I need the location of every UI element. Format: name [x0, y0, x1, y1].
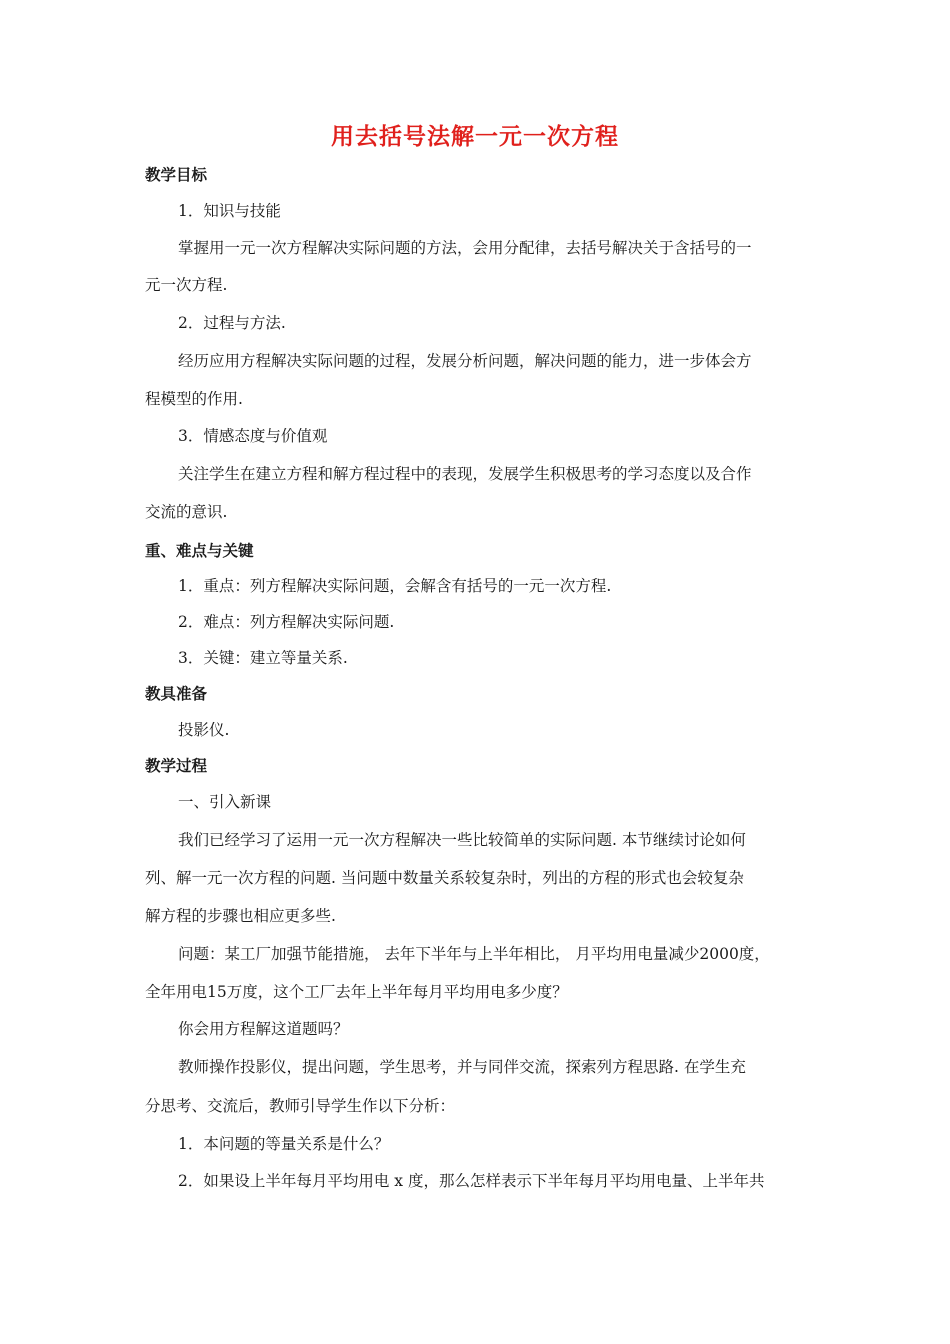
paragraph-line: 2．过程与方法. — [178, 314, 286, 332]
paragraph-line: 问题：某工厂加强节能措施， 去年下半年与上半年相比， 月平均用电量减少2000度， — [178, 945, 770, 963]
paragraph-line: 经历应用方程解决实际问题的过程，发展分析问题，解决问题的能力，进一步体会方 — [178, 352, 752, 370]
paragraph-line: 1．重点：列方程解决实际问题，会解含有括号的一元一次方程. — [178, 577, 612, 595]
paragraph-line: 列、解一元一次方程的问题. 当问题中数量关系较复杂时，列出的方程的形式也会较复杂 — [145, 869, 744, 887]
paragraph-line: 3．关键：建立等量关系. — [178, 649, 348, 667]
paragraph-line: 程模型的作用. — [145, 390, 243, 408]
paragraph-line: 一、引入新课 — [178, 793, 272, 811]
document-title: 用去括号法解一元一次方程 — [331, 124, 619, 150]
paragraph-line: 关注学生在建立方程和解方程过程中的表现，发展学生积极思考的学习态度以及合作 — [178, 465, 752, 483]
paragraph-line: 全年用电15万度，这个工厂去年上半年每月平均用电多少度？ — [145, 983, 568, 1001]
paragraph-line: 分思考、交流后，教师引导学生作以下分析： — [145, 1097, 456, 1115]
paragraph-line: 我们已经学习了运用一元一次方程解决一些比较简单的实际问题. 本节继续讨论如何 — [178, 831, 746, 849]
paragraph-line: 掌握用一元一次方程解决实际问题的方法，会用分配律，去括号解决关于含括号的一 — [178, 239, 752, 257]
section-heading: 教学目标 — [145, 166, 208, 184]
paragraph-line: 教师操作投影仪，提出问题，学生思考，并与同伴交流，探索列方程思路. 在学生充 — [178, 1058, 746, 1076]
paragraph-line: 投影仪. — [178, 721, 230, 739]
paragraph-line: 元一次方程. — [145, 276, 228, 294]
section-heading: 重、难点与关键 — [145, 542, 254, 560]
paragraph-line: 交流的意识. — [145, 503, 228, 521]
section-heading: 教学过程 — [145, 757, 208, 775]
paragraph-line: 2．难点：列方程解决实际问题. — [178, 613, 395, 631]
paragraph-line: 3．情感态度与价值观 — [178, 427, 328, 445]
paragraph-line: 你会用方程解这道题吗？ — [178, 1020, 349, 1038]
paragraph-line: 2．如果设上半年每月平均用电 x 度，那么怎样表示下半年每月平均用电量、上半年共 — [178, 1172, 765, 1190]
paragraph-line: 解方程的步骤也相应更多些. — [145, 907, 336, 925]
section-heading: 教具准备 — [145, 685, 208, 703]
paragraph-line: 1．知识与技能 — [178, 202, 281, 220]
paragraph-line: 1．本问题的等量关系是什么？ — [178, 1135, 390, 1153]
